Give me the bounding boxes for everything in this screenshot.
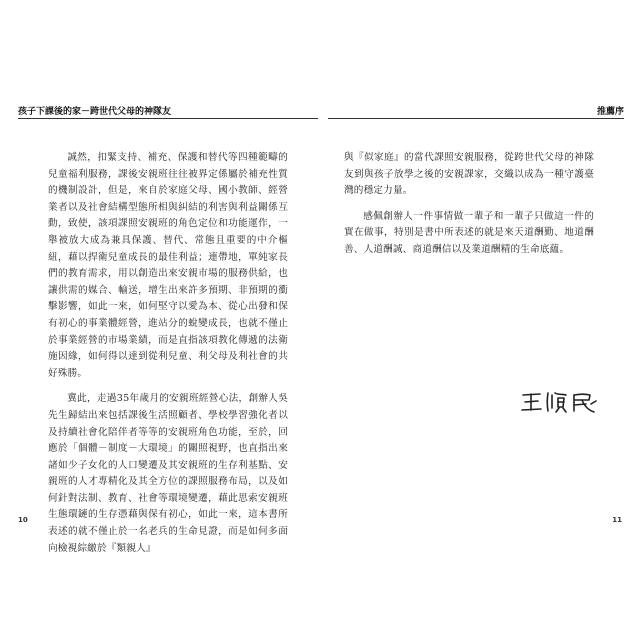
right-paragraph-2: 感佩創辦人一件事情做一輩子和一輩子只做這一件的實在做事，特別是書中所表述的就是來天道酬勤、地道酬善、人道酬誠、商道酬信以及業道酬精的生命底蘊。: [344, 210, 594, 255]
right-header-rule: [328, 118, 624, 119]
right-paragraph-1: 與『似家庭』的當代課照安親服務，從跨世代父母的神隊友到與孩子放學之後的安親課家，交織以成為一種守護臺灣的穩定力量。: [344, 152, 594, 197]
left-paragraph-1: 誠然，扣緊支持、補充、保護和替代等四種範疇的兒童福利服務，課後安親班往往被界定係屬於補充性質的機制設計，但是，來自於家庭父母、國小教師、經營業者以及社會結構型態所相與糾結的利害與利益關係互動，致使，該項課照安親班的角色定位和功能運作，一舉被放大成為兼具保護、替代、常態且重要的中介樞紐，藉以捍衛兒童成長的最佳利益；連帶地，單純家長們的教育需求，用以創造出來安親市場的服務供給，也讓供需的媒合、輸送，增生出來許多預期、非預期的衝擊影響，如此一來，如何堅守以愛為本、從心出發和保有初心的事業體經營，進站分的蛻變成長，也就不僅止於事業經營的市場業績，而是直指該項教化傳遞的法衛施因緣，如何得以達到從利兒童、利父母及利社會的共好殊勝。: [48, 152, 288, 379]
left-page-body: [48, 150, 288, 566]
right-page-body: [344, 150, 594, 268]
signature-graphic: [520, 389, 598, 415]
left-running-head: 孩子下課後的家－跨世代父母的神隊友: [18, 107, 172, 117]
left-paragraph-2: 冀此，走過35年歲月的安親班經營心法，創辦人吳先生歸結出來包括課後生活照顧者、學校學習強化者以及持續社會化陪伴者等等的安親班角色功能，至於，回應於「個體－制度－大環境」的關照視野，也直指出來諸如少子女化的人口變遷及其安親班的生存利基點、安親班的人才專精化及其全方位的課照服務布局，以及如何針對法制、教育、社會等環境變遷，藉此思索安親班生態環鏈的生存憑藉與保有初心，如此一來，這本書所表述的就不僅止於一名老兵的生命見證，而是如何多面向檢視綜繳於『類親人』: [48, 393, 288, 554]
author-signature: [520, 389, 598, 419]
left-header-rule: [18, 118, 318, 119]
right-page-number: 11: [612, 516, 622, 524]
left-page-number: 10: [18, 516, 28, 524]
right-running-head: 推薦序: [596, 107, 624, 117]
